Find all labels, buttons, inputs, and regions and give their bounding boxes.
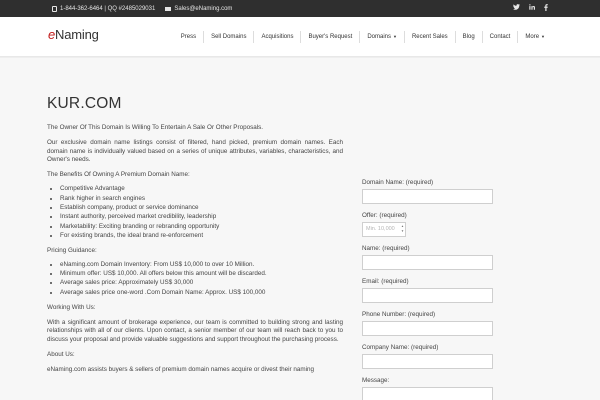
- message-label: Message:: [362, 377, 390, 384]
- pricing-heading: Pricing Guidance:: [47, 246, 97, 254]
- about-heading: About Us:: [47, 350, 75, 358]
- nav-item-acquisitions[interactable]: Acquisitions: [253, 31, 300, 43]
- list-item: • Marketability: Exciting branding or rebranding opportunity: [60, 222, 343, 231]
- nav-item-contact[interactable]: Contact: [482, 31, 518, 43]
- nav-item-blog[interactable]: Blog: [455, 31, 482, 43]
- about-text: eNaming.com assists buyers & sellers of premium domain names acquire or divest their naming: [47, 366, 315, 373]
- working-text: With a significant amount of brokerage experience, our team is committed to building strong and lasting relationships with all of our clients. Upon contact, a senior member of our team will reach back to you to discuss your proposal and provide valuable suggestions and support throughout the purchasing process.: [47, 318, 343, 343]
- nav-item-more[interactable]: [517, 31, 552, 43]
- nav-item-buyers-request[interactable]: Buyer's Request: [300, 31, 359, 43]
- list-item: • Instant authority, perceived market credibility, leadership: [60, 212, 343, 221]
- phone-text: 1-844-362-6464 | QQ #2485029031: [60, 5, 156, 12]
- list-item: • Competitive Advantage: [60, 184, 343, 193]
- domain-name-field[interactable]: [362, 189, 493, 204]
- contact-info: [52, 6, 232, 12]
- logo-text: Naming: [55, 27, 99, 42]
- nav-item-more-label: More: [525, 33, 540, 40]
- list-item: • Average sales price one-word .Com Domain Name: Approx. US$ 100,000: [60, 288, 343, 297]
- offer-label: Offer: (required): [362, 212, 407, 219]
- list-item: • For existing brands, the ideal brand re-enforcement: [60, 231, 343, 240]
- social-links: [513, 4, 548, 13]
- logo[interactable]: [48, 27, 99, 42]
- name-field[interactable]: [362, 255, 493, 270]
- page-body: [0, 57, 600, 400]
- nav-item-domains[interactable]: [359, 31, 404, 43]
- benefits-list: [47, 184, 343, 240]
- nav-item-domains-label: Domains: [367, 33, 391, 40]
- offer-placeholder: Min. 10,000: [366, 226, 395, 233]
- working-heading: Working With Us:: [47, 303, 96, 311]
- twitter-icon[interactable]: [513, 4, 520, 13]
- nav-item-recent-sales[interactable]: Recent Sales: [404, 31, 455, 43]
- message-field[interactable]: [362, 387, 493, 400]
- list-item: • Establish company, product or service dominance: [60, 203, 343, 212]
- list-item: • Minimum offer: US$ 10,000. All offers below this amount will be discarded.: [60, 269, 343, 278]
- stepper-icon[interactable]: ▲ ▼: [401, 224, 404, 233]
- list-item: • eNaming.com Domain Inventory: From US$ 10,000 to over 10 Million.: [60, 260, 343, 269]
- site-header: [0, 17, 600, 57]
- company-field[interactable]: [362, 354, 493, 369]
- domain-name-label: Domain Name: (required): [362, 179, 434, 186]
- name-label: Name: (required): [362, 245, 410, 252]
- facebook-icon[interactable]: [544, 4, 548, 13]
- list-item: • Average sales price: Approximately US$ 30,000: [60, 278, 343, 287]
- description-text: Our exclusive domain name listings consist of filtered, hand picked, premium domain names. Each domain name is individually valued based on a series of unique attributes, variables, characteristics, and Owner's needs.: [47, 139, 343, 164]
- company-label: Company Name: (required): [362, 344, 439, 351]
- phone-contact: [52, 6, 155, 12]
- mail-icon: [165, 7, 171, 11]
- benefits-heading: The Benefits Of Owning A Premium Domain Name:: [47, 171, 190, 179]
- top-bar: [0, 0, 600, 17]
- nav-item-press[interactable]: Press: [180, 33, 197, 40]
- phone-field[interactable]: [362, 321, 493, 336]
- domain-content: [47, 58, 343, 400]
- phone-icon: [52, 6, 57, 12]
- nav-item-sell-domains[interactable]: Sell Domains: [203, 31, 253, 43]
- email-field[interactable]: [362, 288, 493, 303]
- email-label: Email: (required): [362, 278, 409, 285]
- offer-form: [362, 58, 502, 400]
- chevron-down-icon: ▼: [541, 34, 545, 39]
- offer-field[interactable]: [362, 222, 406, 237]
- main-nav: [174, 31, 552, 43]
- logo-e: e: [48, 27, 56, 42]
- list-item: • Rank higher in search engines: [60, 194, 343, 203]
- pricing-list: [47, 260, 343, 297]
- phone-label: Phone Number: (required): [362, 311, 436, 318]
- intro-text: The Owner Of This Domain Is Willing To Entertain A Sale Or Other Proposals.: [47, 124, 264, 131]
- email-link[interactable]: Sales@eNaming.com: [174, 5, 233, 12]
- page-title: KUR.COM: [47, 95, 122, 112]
- email-contact[interactable]: [165, 6, 232, 12]
- linkedin-icon[interactable]: [529, 4, 535, 13]
- chevron-down-icon: ▼: [393, 34, 397, 39]
